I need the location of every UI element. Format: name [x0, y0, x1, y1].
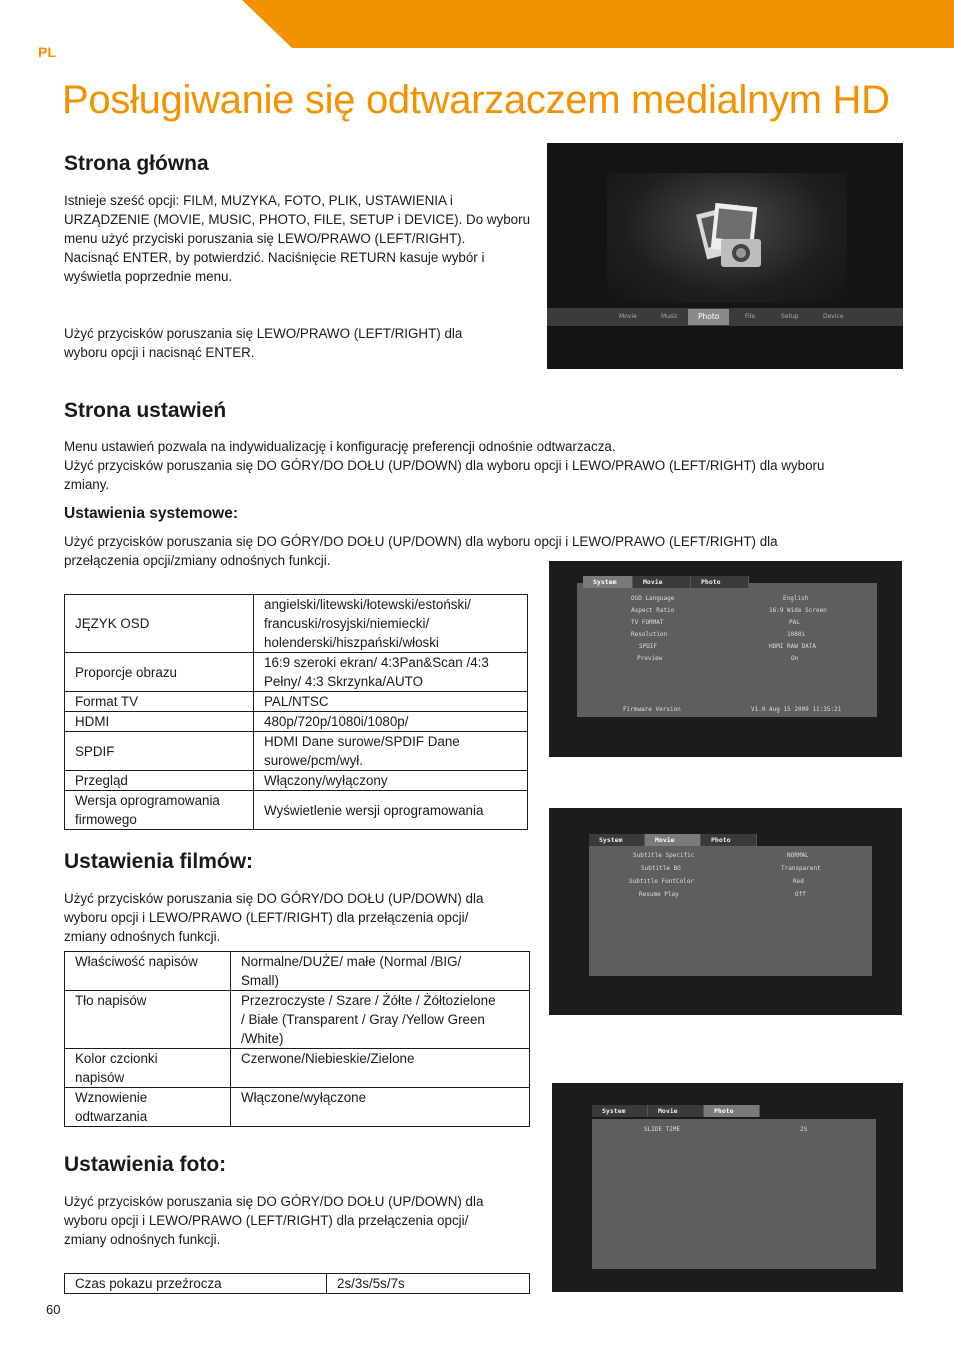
setting-value[interactable]: 16:9 Wide Screen [769, 607, 827, 614]
table-row: Wznowienie odtwarzania Włączone/wyłączone [65, 1088, 530, 1127]
tab-photo[interactable]: Photo [704, 1105, 760, 1117]
settings-tabs [592, 1105, 760, 1117]
home-paragraph-1: Istnieje sześć opcji: FILM, MUZYKA, FOTO, PLIK, USTAWIENIA i URZĄDZENIE (MOVIE, MUSIC, PHOTO, FILE, SETUP i DEVICE). Do wyboru menu użyć przyciski poruszania się LEWO/PRAWO (LEFT/RIGHT). Nacisnąć ENTER, by potwierdzić. Naciśnięcie RETURN kasuje wybór i wyświetla poprzednie menu. [64, 193, 531, 284]
setting-label: SPDIF [639, 643, 658, 650]
setting-label: SLIDE TIME [644, 1126, 681, 1133]
page-number: 60 [46, 1302, 61, 1317]
tab-system[interactable]: System [592, 1105, 648, 1117]
photo-heading: Ustawienia foto: [64, 1153, 227, 1176]
table-row: Proporcje obrazu 16:9 szeroki ekran/ 4:3Pan&Scan /4:3 Pełny/ 4:3 Skrzynka/AUTO [65, 653, 528, 692]
setting-value[interactable]: On [791, 655, 799, 662]
movie-screen-image [549, 808, 902, 1015]
tab-system[interactable]: System [583, 576, 633, 588]
setting-label: Resume Play [639, 891, 679, 898]
movie-paragraph: Użyć przycisków poruszania się DO GÓRY/DO DOŁU (UP/DOWN) dla wyboru opcji i LEWO/PRAWO (LEFT/RIGHT) dla przełączenia opcji/ zmiany odnośnych funkcji. [64, 891, 484, 944]
home-heading: Strona główna [64, 152, 209, 175]
settings-panel [589, 846, 872, 976]
home-screen-image [547, 143, 903, 369]
setup-paragraph: Menu ustawień pozwala na indywidualizację i konfigurację preferencji odnośnie odtwarzacza. Użyć przycisków poruszania się DO GÓRY/DO DOŁU (UP/DOWN) dla wyboru opcji i LEWO/PRAWO (LEFT/RIGHT) dla wyboru zmiany. [64, 439, 825, 492]
menu-item-music[interactable]: Music [661, 313, 679, 320]
movie-heading: Ustawienia filmów: [64, 850, 254, 873]
setting-label: Subtitle BG [641, 865, 681, 872]
setting-label: Subtitle Specific [633, 852, 695, 859]
firmware-value: V1.0 Aug 15 2009 11:35:21 [751, 706, 842, 713]
table-row: Tło napisów Przezroczyste / Szare / Żółte / Żółtozielone / Białe (Transparent / Gray /Yellow Green /White) [65, 991, 530, 1049]
setting-label: OSD Language [631, 595, 675, 602]
tab-photo[interactable]: Photo [691, 576, 749, 588]
setting-label: Aspect Ratio [631, 607, 675, 614]
system-settings-table [64, 594, 528, 830]
tab-movie[interactable]: Movie [645, 834, 701, 846]
header-orange-bar [242, 0, 954, 48]
language-label: PL [38, 44, 56, 60]
setup-heading: Strona ustawień [64, 399, 227, 422]
system-heading: Ustawienia systemowe: [64, 505, 239, 522]
photo-icon [687, 201, 767, 273]
page-title: Posługiwanie się odtwarzaczem medialnym HD [62, 78, 890, 122]
tab-system[interactable]: System [589, 834, 645, 846]
setting-value[interactable]: 2S [800, 1126, 808, 1133]
setting-label: Resolution [631, 631, 668, 638]
system-paragraph: Użyć przycisków poruszania się DO GÓRY/DO DOŁU (UP/DOWN) dla wyboru opcji i LEWO/PRAWO (LEFT/RIGHT) dla przełączenia opcji/zmiany odnośnych funkcji. [64, 534, 778, 568]
setting-label: TV FORMAT [631, 619, 664, 626]
settings-panel [577, 583, 877, 717]
setting-value[interactable]: HDMI RAW DATA [769, 643, 816, 650]
settings-tabs [583, 576, 749, 588]
tab-movie[interactable]: Movie [648, 1105, 704, 1117]
photo-paragraph: Użyć przycisków poruszania się DO GÓRY/DO DOŁU (UP/DOWN) dla wyboru opcji i LEWO/PRAWO (LEFT/RIGHT) dla przełączenia opcji/ zmiany odnośnych funkcji. [64, 1194, 484, 1247]
table-row: Kolor czcionki napisów Czerwone/Niebieskie/Zielone [65, 1049, 530, 1088]
table-row: Właściwość napisów Normalne/DUŻE/ małe (Normal /BIG/ Small) [65, 952, 530, 991]
setting-label: Subtitle FontColor [629, 878, 695, 885]
setting-value[interactable]: Transparent [781, 865, 821, 872]
table-row: JĘZYK OSD angielski/litewski/łotewski/estoński/ francuski/rosyjski/niemiecki/ holenderski/hiszpański/włoski [65, 595, 528, 653]
system-screen-image [549, 561, 902, 757]
menu-item-setup[interactable]: Setup [781, 313, 799, 320]
menu-item-file[interactable]: File [745, 313, 756, 320]
setting-value[interactable]: English [783, 595, 809, 602]
table-row: Czas pokazu przeźrocza 2s/3s/5s/7s [65, 1274, 530, 1294]
movie-settings-table [64, 951, 530, 1127]
setting-value[interactable]: NORMAL [787, 852, 809, 859]
settings-tabs [589, 834, 757, 846]
photo-settings-table [64, 1273, 530, 1294]
setting-value[interactable]: 1080i [787, 631, 806, 638]
menu-item-photo[interactable]: Photo [688, 309, 729, 325]
menu-item-device[interactable]: Device [823, 313, 844, 320]
setting-value[interactable]: PAL [789, 619, 800, 626]
table-row: Format TV PAL/NTSC [65, 692, 528, 712]
setting-value[interactable]: Red [793, 878, 804, 885]
setting-label: Preview [637, 655, 663, 662]
table-row: SPDIF HDMI Dane surowe/SPDIF Dane surowe/pcm/wył. [65, 732, 528, 771]
setting-value[interactable]: Off [795, 891, 806, 898]
table-row: Przegląd Włączony/wyłączony [65, 771, 528, 791]
menu-item-movie[interactable]: Movie [619, 313, 637, 320]
table-row: HDMI 480p/720p/1080i/1080p/ [65, 712, 528, 732]
firmware-label: Firmware Version [623, 706, 681, 713]
settings-panel [592, 1119, 876, 1269]
home-paragraph-2: Użyć przycisków poruszania się LEWO/PRAWO (LEFT/RIGHT) dla wyboru opcji i nacisnąć ENTER. [64, 326, 463, 360]
photo-screen-image [552, 1083, 903, 1292]
tab-movie[interactable]: Movie [633, 576, 691, 588]
table-row: Wersja oprogramowania firmowego Wyświetlenie wersji oprogramowania [65, 791, 528, 830]
tab-photo[interactable]: Photo [701, 834, 757, 846]
